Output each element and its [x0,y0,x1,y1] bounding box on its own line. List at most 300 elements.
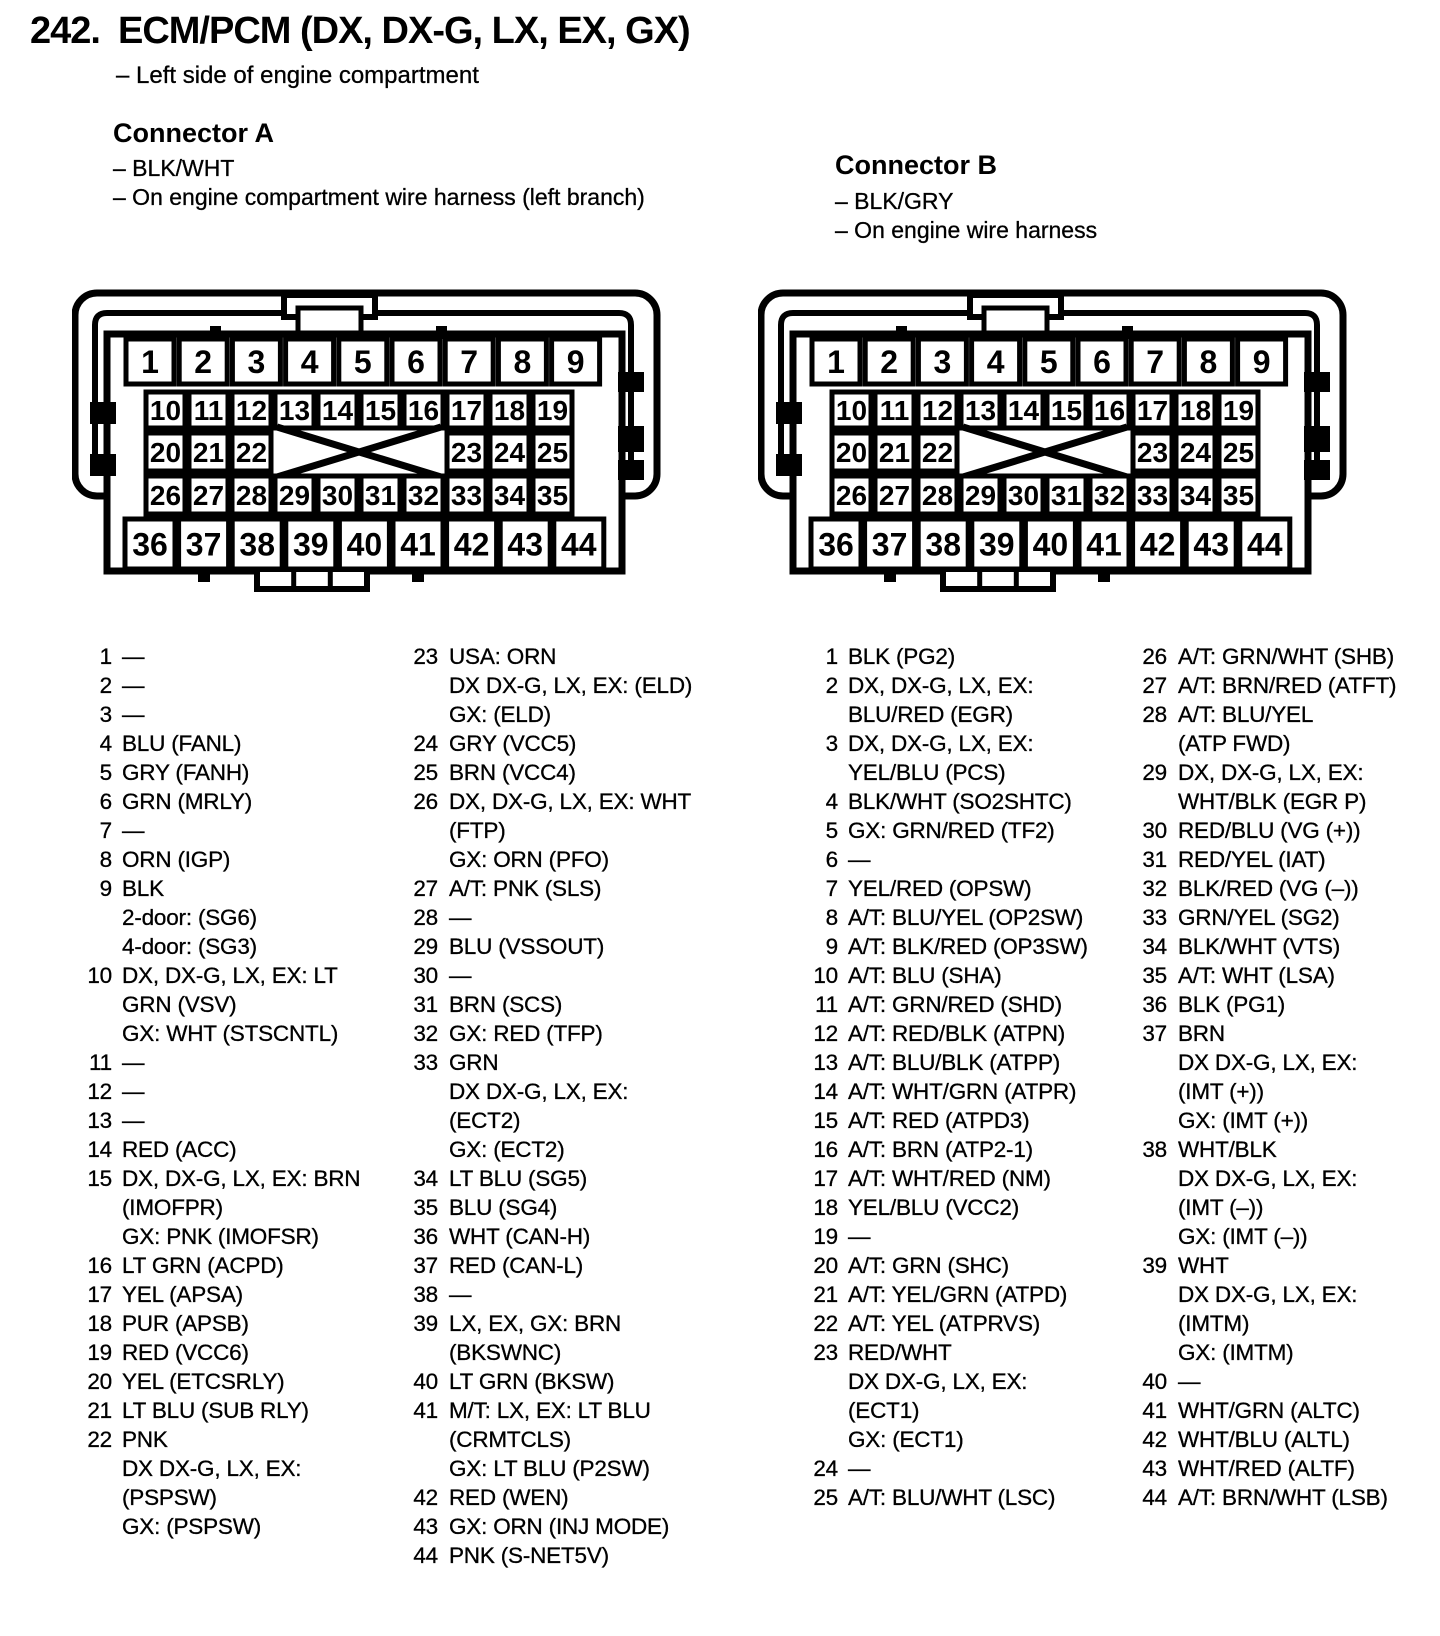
pin-cell-number: 21 [192,437,225,469]
pin-cell-number: 39 [293,526,329,563]
pin-entry [800,1193,1125,1222]
pin-cell-number: 37 [871,526,908,563]
pin-number: 21 [813,1282,838,1307]
connector-b-note-harness: – On engine wire harness [835,217,1098,243]
pin-cell-number: 2 [880,344,899,381]
pin-description: A/T: WHT/RED (NM) [848,1166,1051,1191]
pin-number: 10 [87,963,112,988]
pin-number: 43 [1142,1456,1167,1481]
pin-cell-number: 12 [921,395,954,427]
pin-entry [84,1396,399,1425]
pin-entry [1128,903,1438,932]
pin-entry [402,1048,727,1164]
pin-cell-number: 34 [1179,480,1212,512]
pin-description: GX: GRN/RED (TF2) [848,818,1055,843]
pin-entry [84,1425,399,1541]
pin-description: PNK (S-NET5V) [449,1543,609,1568]
pin-number: 10 [813,963,838,988]
pin-cell-number: 13 [278,395,311,427]
pin-number: 44 [413,1543,438,1568]
pin-description: M/T: LX, EX: LT BLU (CRMTCLS) GX: LT BLU (P2SW) [449,1398,651,1481]
pin-number: 20 [813,1253,838,1278]
pin-entry [402,990,727,1019]
pin-description: — [122,1079,145,1104]
pin-number: 31 [1142,847,1167,872]
pin-description: A/T: RED (ATPD3) [848,1108,1030,1133]
pin-description: — [449,963,472,988]
side-clip-right [1304,460,1330,480]
pin-description: PUR (APSB) [122,1311,249,1336]
pin-number: 42 [413,1485,438,1510]
pin-number: 28 [413,905,438,930]
pin-description: BLK/RED (VG (–)) [1178,876,1359,901]
pin-description: WHT/BLU (ALTL) [1178,1427,1350,1452]
pin-description: — [122,673,145,698]
pin-description: GRN DX DX-G, LX, EX: (ECT2) GX: (ECT2) [449,1050,629,1162]
pin-cell-number: 17 [1136,395,1169,427]
pin-cell-number: 6 [1093,344,1111,381]
pin-description: BRN (SCS) [449,992,563,1017]
connector-b-heading: Connector B [835,150,997,180]
pin-number: 34 [413,1166,438,1191]
pin-number: 32 [1142,876,1167,901]
pin-number: 40 [1142,1369,1167,1394]
pin-entry [84,816,399,845]
pin-entry [800,787,1125,816]
pin-description: RED (ACC) [122,1137,237,1162]
pin-description: LT BLU (SUB RLY) [122,1398,309,1423]
pin-entry [84,642,399,671]
pin-number: 9 [99,876,112,901]
pin-number: 22 [813,1311,838,1336]
pin-description: YEL/RED (OPSW) [848,876,1032,901]
pin-description: WHT (CAN-H) [449,1224,591,1249]
pin-cell-number: 41 [1086,526,1122,563]
pin-entry [402,758,727,787]
side-clip-left [90,454,116,476]
pin-cell-number: 24 [1179,437,1212,469]
pin-entry [800,1454,1125,1483]
pin-cell-number: 37 [185,526,222,563]
pin-cell-number: 16 [407,395,440,427]
pin-description: BLU (SG4) [449,1195,558,1220]
pin-cell-number: 25 [1222,437,1255,469]
pin-cell-number: 11 [879,395,910,427]
pin-description: — [449,905,472,930]
pin-cell-number: 9 [566,344,585,381]
pin-cell-number: 35 [536,480,569,512]
pin-description: RED (VCC6) [122,1340,249,1365]
pin-number: 40 [413,1369,438,1394]
pin-entry [1128,1019,1438,1135]
pin-number: 23 [813,1340,838,1365]
page-title: ECM/PCM (DX, DX-G, LX, EX, GX) [117,10,690,52]
pin-entry [402,642,727,729]
side-clip-left [776,402,802,424]
pin-cell-number: 21 [878,437,911,469]
pin-number: 30 [1142,818,1167,843]
pin-cell-number: 38 [925,526,961,563]
pin-cell-number: 20 [149,437,182,469]
pin-entry [800,1483,1125,1512]
pin-cell-number: 18 [1179,395,1212,427]
pin-description: LX, EX, GX: BRN (BKSWNC) [449,1311,622,1365]
pin-cell-number: 29 [278,480,311,512]
pin-description: — [449,1282,472,1307]
connector-b-note-color: – BLK/GRY [835,188,954,214]
pin-number: 1 [99,644,112,669]
pin-cell-number: 38 [239,526,275,563]
pin-cell-number: 8 [513,344,532,381]
pin-number: 16 [813,1137,838,1162]
pin-number: 32 [413,1021,438,1046]
pin-description: WHT/RED (ALTF) [1178,1456,1355,1481]
pin-cell-number: 24 [493,437,526,469]
pin-number: 38 [413,1282,438,1307]
pin-entry [84,671,399,700]
pin-entry [1128,990,1438,1019]
pin-number: 33 [1142,905,1167,930]
pin-description: BRN DX DX-G, LX, EX: (IMT (+)) GX: (IMT (+)) [1178,1021,1358,1133]
pin-number: 39 [1142,1253,1167,1278]
pin-entry [800,1222,1125,1251]
pin-description: DX, DX-G, LX, EX: WHT (FTP) GX: ORN (PFO) [449,789,692,872]
pin-entry [402,1483,727,1512]
pin-description: BLK/WHT (SO2SHTC) [848,789,1072,814]
connector-b-notes [835,187,1097,245]
pin-entry [84,700,399,729]
pin-description: BLU (FANL) [122,731,242,756]
pin-description: RED/YEL (IAT) [1178,847,1326,872]
pin-description: GRN/YEL (SG2) [1178,905,1340,930]
pin-entry [84,1280,399,1309]
pin-cell-number: 9 [1252,344,1271,381]
pin-description: A/T: BLU/YEL (ATP FWD) [1178,702,1314,756]
pin-cell-number: 40 [346,526,383,563]
pin-number: 12 [813,1021,838,1046]
pin-entry [800,845,1125,874]
pin-entry [1128,845,1438,874]
pin-description: — [1178,1369,1201,1394]
pin-entry [402,903,727,932]
pin-description: A/T: BRN (ATP2-1) [848,1137,1033,1162]
pin-description: ORN (IGP) [122,847,231,872]
pin-number: 39 [413,1311,438,1336]
pin-cell-number: 33 [1136,480,1169,512]
pin-entry [84,1106,399,1135]
pin-entry [1128,1425,1438,1454]
pin-entry [402,961,727,990]
pin-cell-number: 23 [450,437,483,469]
pin-entry [402,1222,727,1251]
pin-number: 14 [87,1137,112,1162]
pin-number: 13 [87,1108,112,1133]
pin-cell-number: 2 [194,344,213,381]
pin-description: BLK 2-door: (SG6) 4-door: (SG3) [122,876,257,959]
pin-description: — [122,1050,145,1075]
pin-entry [1128,671,1438,700]
pin-cell-number: 42 [453,526,490,563]
pin-number: 24 [413,731,438,756]
pin-cell-number: 26 [149,480,182,512]
pin-entry [1128,1251,1438,1367]
pin-entry [402,1396,727,1483]
pin-number: 17 [813,1166,838,1191]
pin-entry [1128,1135,1438,1251]
pin-entry [1128,758,1438,816]
pin-description: YEL (APSA) [122,1282,243,1307]
pin-cell-number: 28 [921,480,954,512]
pin-cell-number: 12 [235,395,268,427]
pin-description: A/T: BRN/WHT (LSB) [1178,1485,1388,1510]
pin-cell-number: 4 [300,344,319,381]
pin-description: A/T: BLU/YEL (OP2SW) [848,905,1084,930]
pin-cell-number: 14 [321,395,354,427]
pin-entry [800,816,1125,845]
connector-b-pin-list-right [1128,642,1438,1512]
pin-cell-number: 36 [132,526,168,563]
pin-description: GX: ORN (INJ MODE) [449,1514,670,1539]
pin-entry [1128,700,1438,758]
pin-cell-number: 1 [827,344,845,381]
pin-entry [84,874,399,961]
pin-cell-number: 23 [1136,437,1169,469]
pin-number: 27 [413,876,438,901]
pin-number: 24 [813,1456,838,1481]
bottom-tab-strip [257,569,367,589]
side-clip-right [618,460,644,480]
pin-number: 7 [99,818,112,843]
pin-cell-number: 22 [235,437,268,469]
pin-entry [84,1338,399,1367]
pin-description: DX, DX-G, LX, EX: BRN (IMOFPR) GX: PNK (IMOFSR) [122,1166,361,1249]
pin-cell-number: 27 [192,480,225,512]
pin-entry [402,1280,727,1309]
pin-description: DX, DX-G, LX, EX: WHT/BLK (EGR P) [1178,760,1367,814]
pin-description: LT GRN (ACPD) [122,1253,284,1278]
pin-number: 21 [87,1398,112,1423]
connector-a-note-color: – BLK/WHT [113,155,235,181]
pin-entry [800,1280,1125,1309]
pin-cell-number: 27 [878,480,911,512]
pin-number: 26 [413,789,438,814]
pin-description: — [848,847,871,872]
pin-number: 17 [87,1282,112,1307]
pin-cell-number: 10 [835,395,868,427]
pin-number: 43 [413,1514,438,1539]
pin-entry [800,961,1125,990]
pin-cell-number: 20 [835,437,868,469]
pin-cell-number: 26 [835,480,868,512]
pin-cell-number: 29 [964,480,997,512]
pin-entry [800,729,1125,787]
pin-description: GRY (VCC5) [449,731,577,756]
pin-number: 15 [87,1166,112,1191]
pin-number: 41 [1142,1398,1167,1423]
pin-number: 9 [825,934,838,959]
pin-number: 18 [87,1311,112,1336]
pin-description: — [848,1224,871,1249]
pin-cell-number: 19 [536,395,569,427]
pin-description: RED (WEN) [449,1485,569,1510]
pin-description: YEL (ETCSRLY) [122,1369,285,1394]
pin-cell-number: 36 [818,526,854,563]
pin-entry [402,874,727,903]
pin-cell-number: 16 [1093,395,1126,427]
pin-cell-number: 1 [141,344,159,381]
pin-entry [402,1193,727,1222]
pin-description: A/T: YEL (ATPRVS) [848,1311,1041,1336]
bottom-tab-strip [943,569,1053,589]
pin-entry [402,1019,727,1048]
pin-entry [402,1541,727,1570]
pin-number: 8 [99,847,112,872]
pin-cell-number: 41 [400,526,436,563]
pin-number: 37 [413,1253,438,1278]
side-clip-left [90,402,116,424]
pin-entry [84,1367,399,1396]
pin-entry [800,932,1125,961]
pin-description: A/T: WHT (LSA) [1178,963,1335,988]
pin-cell-number: 31 [364,480,397,512]
pin-description: — [122,644,145,669]
pin-cell-number: 33 [450,480,483,512]
pin-cell-number: 32 [1093,480,1126,512]
pin-number: 12 [87,1079,112,1104]
pin-cell-number: 8 [1199,344,1218,381]
pin-entry [1128,1367,1438,1396]
pin-description: RED/WHT DX DX-G, LX, EX: (ECT1) GX: (ECT1) [848,1340,1028,1452]
pin-entry [800,1164,1125,1193]
pin-number: 42 [1142,1427,1167,1452]
side-clip-right [1304,372,1330,392]
pin-description: WHT/GRN (ALTC) [1178,1398,1360,1423]
pin-description: LT GRN (BKSW) [449,1369,615,1394]
connector-a-diagram [72,276,662,612]
page-number: 242. [30,10,100,52]
pin-cell-number: 4 [986,344,1005,381]
pin-cell-number: 15 [1050,395,1083,427]
pin-entry [800,1338,1125,1454]
pin-cell-number: 28 [235,480,268,512]
pin-description: A/T: PNK (SLS) [449,876,602,901]
pin-cell-number: 44 [561,526,597,563]
pin-number: 26 [1142,644,1167,669]
pin-description: A/T: RED/BLK (ATPN) [848,1021,1066,1046]
pin-entry [800,1048,1125,1077]
page-heading [30,10,690,53]
pin-cell-number: 39 [979,526,1015,563]
pin-cell-number: 7 [460,344,479,381]
pin-number: 29 [413,934,438,959]
pin-description: A/T: YEL/GRN (ATPD) [848,1282,1068,1307]
pin-number: 36 [413,1224,438,1249]
pin-description: WHT DX DX-G, LX, EX: (IMTM) GX: (IMTM) [1178,1253,1358,1365]
pin-number: 31 [413,992,438,1017]
pin-number: 3 [99,702,112,727]
pin-description: RED (CAN-L) [449,1253,584,1278]
pin-entry [402,787,727,874]
pin-description: DX, DX-G, LX, EX: LT GRN (VSV) GX: WHT (STSCNTL) [122,963,339,1046]
pin-cell-number: 34 [493,480,526,512]
pin-entry [800,1251,1125,1280]
connector-a-pin-list-left [84,642,399,1541]
pin-description: GX: RED (TFP) [449,1021,603,1046]
pin-number: 25 [413,760,438,785]
pin-entry [84,1164,399,1251]
pin-entry [800,990,1125,1019]
pin-entry [402,729,727,758]
pin-entry [1128,932,1438,961]
pin-number: 15 [813,1108,838,1133]
pin-number: 25 [813,1485,838,1510]
pin-description: A/T: BLU/WHT (LSC) [848,1485,1056,1510]
side-clip-left [776,454,802,476]
pin-entry [84,1077,399,1106]
pin-number: 36 [1142,992,1167,1017]
pin-description: A/T: BLU/BLK (ATPP) [848,1050,1061,1075]
pin-description: A/T: BLU (SHA) [848,963,1002,988]
pin-entry [402,1367,727,1396]
pin-cell-number: 18 [493,395,526,427]
pin-cell-number: 31 [1050,480,1083,512]
pin-description: BLK/WHT (VTS) [1178,934,1340,959]
pin-description: A/T: GRN (SHC) [848,1253,1009,1278]
pin-entry [402,1309,727,1367]
pin-cell-number: 30 [1007,480,1040,512]
pin-entry [84,1135,399,1164]
pin-description: A/T: WHT/GRN (ATPR) [848,1079,1077,1104]
pin-description: USA: ORN DX DX-G, LX, EX: (ELD) GX: (ELD) [449,644,693,727]
pin-description: GRN (MRLY) [122,789,253,814]
pin-description: DX, DX-G, LX, EX: YEL/BLU (PCS) [848,731,1034,785]
pin-number: 6 [825,847,838,872]
pin-description: A/T: GRN/RED (SHD) [848,992,1062,1017]
pin-number: 20 [87,1369,112,1394]
pin-number: 3 [825,731,838,756]
pin-number: 18 [813,1195,838,1220]
pin-entry [84,961,399,1048]
pin-cell-number: 10 [149,395,182,427]
pin-description: BLK (PG1) [1178,992,1285,1017]
pin-description: DX, DX-G, LX, EX: BLU/RED (EGR) [848,673,1034,727]
connector-a-note-harness: – On engine compartment wire harness (left branch) [113,184,645,210]
pin-cell-number: 13 [964,395,997,427]
pin-entry [800,1135,1125,1164]
pin-entry [84,787,399,816]
pin-cell-number: 5 [1039,344,1058,381]
pin-number: 35 [413,1195,438,1220]
pin-number: 6 [99,789,112,814]
pin-cell-number: 11 [193,395,224,427]
pin-description: BLK (PG2) [848,644,955,669]
pin-number: 5 [825,818,838,843]
pin-number: 34 [1142,934,1167,959]
pin-number: 2 [99,673,112,698]
pin-entry [800,1077,1125,1106]
pin-description: BLU (VSSOUT) [449,934,605,959]
pin-entry [1128,961,1438,990]
pin-cell-number: 43 [507,526,543,563]
pin-entry [1128,642,1438,671]
location-note: – Left side of engine compartment [116,62,479,89]
pin-number: 11 [815,992,838,1017]
connector-b-diagram [758,276,1348,612]
pin-cell-number: 15 [364,395,397,427]
side-clip-right [1304,426,1330,452]
pin-cell-number: 30 [321,480,354,512]
pin-cell-number: 3 [247,344,266,381]
